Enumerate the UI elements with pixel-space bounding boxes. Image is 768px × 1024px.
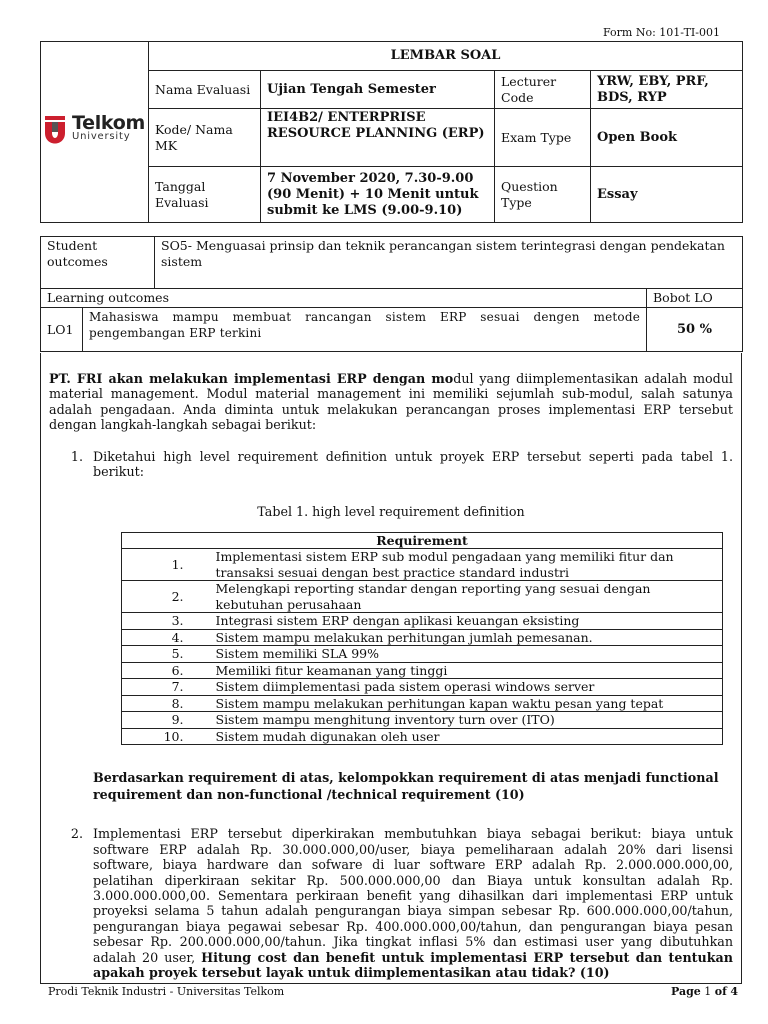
question-1 (49, 449, 733, 480)
page-word: Page (670, 985, 701, 998)
question-2-bold: Hitung cost dan benefit untuk implementasi ERP tersebut dan tentukan apakah proyek tersebut layak untuk diimplementasikan atau tidak? (10) (93, 949, 733, 980)
table-row (122, 712, 723, 729)
sheet-title: LEMBAR SOAL (149, 42, 743, 71)
row-text: Sistem memiliki SLA 99% (202, 646, 723, 663)
kode-mk-label: Kode/ Nama MK (149, 109, 261, 167)
question-2 (49, 826, 733, 980)
table-row (122, 662, 723, 679)
row-number: 1. (122, 549, 202, 581)
question-1-text: Diketahui high level requirement definition untuk proyek ERP tersebut seperti pada tabel 1. berikut: (93, 448, 733, 480)
question-1-number: 1. (70, 448, 83, 464)
row-text: Sistem mampu melakukan perhitungan jumlah pemesanan. (202, 629, 723, 646)
question-2-text (93, 826, 733, 980)
row-text: Implementasi sistem ERP sub modul pengadaan yang memiliki fitur dan transaksi sesuai dengan best practice standard industri (202, 549, 723, 581)
question-type-value: Essay (591, 167, 743, 223)
question-body (40, 353, 742, 983)
question-1-task: Berdasarkan requirement di atas, kelompokkan requirement di atas menjadi functional requirement dan non-functional /technical requirement (10) (93, 770, 719, 803)
row-text: Sistem diimplementasi pada sistem operasi windows server (202, 679, 723, 696)
row-number: 7. (122, 679, 202, 696)
row-number: 2. (122, 581, 202, 613)
kode-mk-value: IEI4B2/ ENTERPRISE RESOURCE PLANNING (ERP) (261, 109, 495, 167)
logo-cell (41, 42, 149, 223)
tanggal-label: Tanggal Evaluasi (149, 167, 261, 223)
question-2-number: 2. (70, 826, 83, 842)
lecturer-code-label: Lecturer Code (495, 71, 591, 109)
intro-paragraph (49, 371, 733, 433)
table-row (122, 695, 723, 712)
telkom-logo (44, 112, 145, 144)
row-text: Integrasi sistem ERP dengan aplikasi keuangan eksisting (202, 613, 723, 630)
table-caption: Tabel 1. high level requirement definition (257, 504, 525, 520)
table-row (122, 629, 723, 646)
row-text: Memiliki fitur keamanan yang tinggi (202, 662, 723, 679)
row-number: 3. (122, 613, 202, 630)
table-row (122, 679, 723, 696)
exam-type-label: Exam Type (495, 109, 591, 167)
table-row (122, 613, 723, 630)
table-row (122, 549, 723, 581)
learning-outcomes-label: Learning outcomes (41, 289, 647, 308)
table-row (122, 581, 723, 613)
form-number: Form No: 101-TI-001 (602, 26, 720, 39)
lo-code: LO1 (41, 308, 83, 352)
row-number: 5. (122, 646, 202, 663)
page-indicator (671, 985, 738, 998)
bobot-lo-label: Bobot LO (647, 289, 743, 308)
nama-evaluasi-value: Ujian Tengah Semester (261, 71, 495, 109)
logo-name: Telkom (71, 112, 145, 134)
row-text: Sistem mampu melakukan perhitungan kapan waktu pesan yang tepat (202, 695, 723, 712)
row-text: Sistem mampu menghitung inventory turn over (ITO) (202, 712, 723, 729)
row-number: 10. (122, 728, 202, 745)
lecturer-code-value: YRW, EBY, PRF, BDS, RYP (591, 71, 743, 109)
row-number: 6. (122, 662, 202, 679)
lo-description: Mahasiswa mampu membuat rancangan sistem ERP sesuai dengen metode pengembangan ERP terkini (83, 308, 647, 352)
student-outcomes-label: Student outcomes (41, 237, 155, 289)
page-number: 1 (704, 985, 712, 998)
intro-rest: dul yang diimplementasikan adalah modul material management. Modul material management ini memiliki sejumlah sub-modul, salah satunya adalah pengadaan. Anda diminta untuk melakukan perancangan proses implementasi ERP tersebut dengan langkah-langkah sebagai berikut: (49, 371, 733, 433)
of-word: of (714, 985, 727, 998)
table-row (122, 646, 723, 663)
logo-sub: University (71, 131, 131, 142)
page-total: 4 (730, 985, 738, 998)
row-number: 8. (122, 695, 202, 712)
lo-weight: 50 % (647, 308, 743, 352)
footer-institution: Prodi Teknik Industri - Universitas Telkom (48, 985, 285, 998)
row-text: Melengkapi reporting standar dengan reporting yang sesuai dengan kebutuhan perusahaan (202, 581, 723, 613)
row-number: 9. (122, 712, 202, 729)
row-number: 4. (122, 629, 202, 646)
row-text: Sistem mudah digunakan oleh user (202, 728, 723, 745)
nama-evaluasi-label: Nama Evaluasi (149, 71, 261, 109)
student-outcomes-value: SO5- Menguasai prinsip dan teknik perancangan sistem terintegrasi dengan pendekatan sistem (155, 237, 743, 289)
page-footer (40, 983, 742, 998)
question-2-body: Implementasi ERP tersebut diperkirakan membutuhkan biaya sebagai berikut: biaya untuk software ERP adalah Rp. 30.000.000,00/user, biaya pemeliharaan adalah 20% dari lisensi software, biaya hardware dan sofware di luar software ERP adalah Rp. 2.000.000.000,00, pelatihan diperkiraan sekitar Rp. 500.000.000,00 dan Biaya untuk konsultan adalah Rp. 3.000.000.000,00. Sementara perkiraan benefit yang dihasilkan dari implementasi ERP untuk proyeksi selama 5 tahun adalah pengurangan biaya simpan sebesar Rp. 600.000.000,00/tahun, pengurangan biaya pegawai sebesar Rp. 400.000.000,00/tahun, dan pengurangan biaya pesan sebesar Rp. 200.000.000,00/tahun. Jika tingkat inflasi 5% dan estimasi user yang dibutuhkan adalah 20 user, (93, 826, 733, 965)
outcomes-table (40, 236, 743, 352)
exam-type-value: Open Book (591, 109, 743, 167)
question-type-label: Question Type (495, 167, 591, 223)
requirement-table (121, 532, 723, 746)
tanggal-value: 7 November 2020, 7.30-9.00 (90 Menit) + 10 Menit untuk submit ke LMS (9.00-9.10) (261, 167, 495, 223)
requirement-header: Requirement (122, 532, 723, 549)
intro-bold: PT. FRI akan melakukan implementasi ERP dengan mo (49, 371, 454, 386)
table-row (122, 728, 723, 745)
header-table (40, 41, 743, 223)
telkom-logo-icon (44, 116, 66, 144)
